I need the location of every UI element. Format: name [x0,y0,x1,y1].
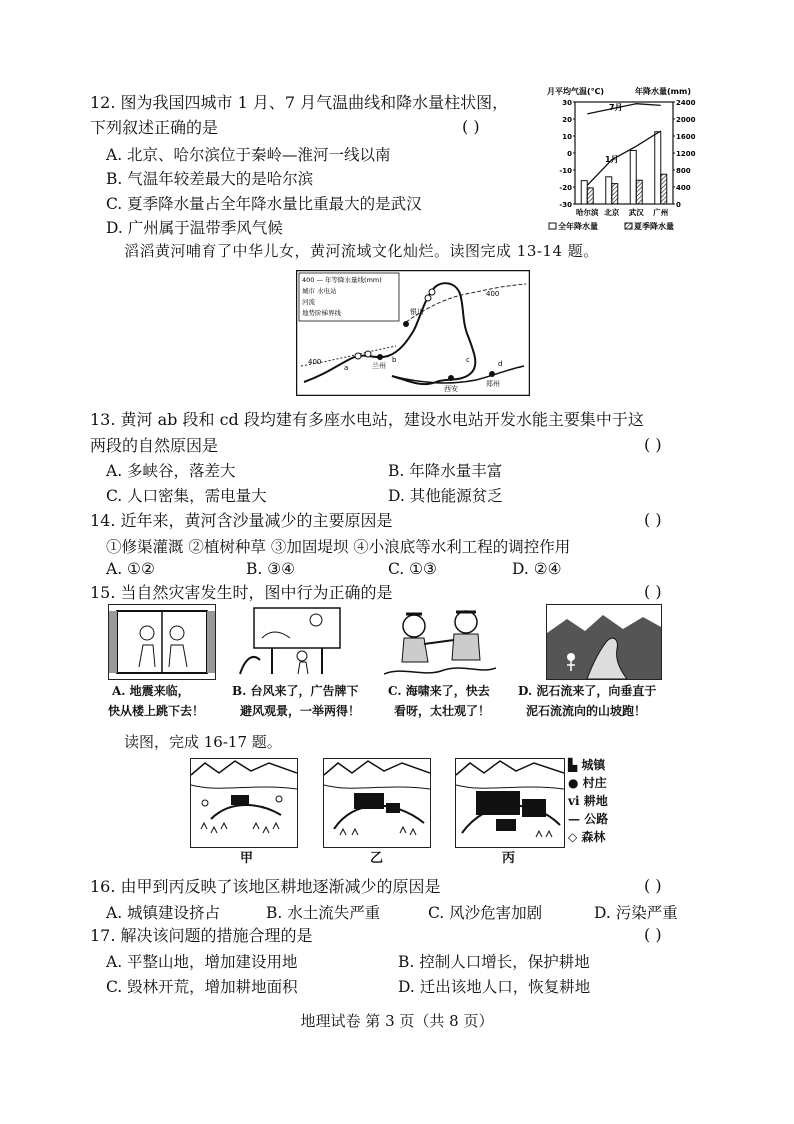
annual-precip-bar [630,150,636,204]
q17-option-d: D. 迁出该地人口，恢复耕地 [398,978,591,996]
label-c: c [466,356,470,364]
summer-precip-bar [587,188,593,204]
q15-caption-c-2: 看呀，太壮观了！ [394,704,491,718]
legend-summer-label: 夏季降水量 [634,222,674,231]
legend-village: ● 村庄 [568,776,607,790]
debris-flow-illustration [547,605,661,679]
chart-right-title: 年降水量(mm) [635,87,691,96]
left-tick-label: -30 [559,201,572,209]
q15-caption-a-2: 快从楼上跳下去！ [108,704,205,718]
q15-caption-b-1: B. 台风来了，广告牌下 [232,684,359,698]
q12-option-b: B. 气温年较差最大的是哈尔滨 [106,170,314,188]
city-marker [489,371,495,377]
panel-bing [455,758,565,848]
city-label: 武汉 [628,208,644,217]
q14-option-c: C. ①③ [388,560,437,578]
land-use-yi-illustration [324,759,430,847]
dam-marker [425,295,431,301]
intro-13-14: 滔滔黄河哺育了中华儿女，黄河流域文化灿烂。读图完成 13-14 题。 [124,242,599,260]
q12-answer-paren[interactable]: ( ) [462,117,480,136]
legend-forest-label: 森林 [581,830,606,844]
city-label: 哈尔滨 [576,208,599,217]
q15-caption-d-2: 泥石流流向的山坡跑！ [526,704,647,718]
left-tick-label: 0 [567,150,572,158]
map-legend-1: 400 — 年等降水量线(mm) [302,276,382,284]
right-tick-label: 0 [676,201,681,209]
q17-option-a: A. 平整山地，增加建设用地 [106,953,298,971]
yellow-river-map [296,270,530,396]
q13-option-c: C. 人口密集，需电量大 [106,487,267,505]
legend-town: ▙ 城镇 [568,758,606,772]
label-xian: 西安 [444,385,458,393]
left-tick-label: -10 [559,167,572,175]
left-tick-label: 10 [562,133,572,141]
q14-option-b: B. ③④ [246,560,296,578]
jul-line-label: 7月 [609,103,623,112]
label-yinchuan: 银川 [410,308,424,316]
annual-precip-bar [581,181,587,204]
q15-picture-c [384,604,496,678]
map-legend-4: 地势阶梯界线 [302,309,341,317]
legend-annual-swatch [549,223,556,229]
q17-option-b: B. 控制人口增长，保护耕地 [398,953,590,971]
panel-jia [190,758,298,848]
q13-option-d: D. 其他能源贫乏 [388,487,503,505]
city-label: 广州 [653,208,669,217]
right-tick-label: 1200 [676,150,696,158]
earthquake-window-illustration [109,605,215,679]
q15-stem: 15. 当自然灾害发生时，图中行为正确的是 [90,583,393,602]
panel-label-bing: 丙 [502,851,516,866]
q15-caption-a-1: A. 地震来临， [112,684,190,698]
q13-stem-line1: 13. 黄河 ab 段和 cd 段均建有多座水电站，建设水电站开发水能主要集中于这 [90,410,644,429]
label-isohyet-a: 400 [486,290,500,298]
panel-label-jia: 甲 [240,851,254,866]
q16-option-c: C. 风沙危害加剧 [428,904,543,922]
dam-marker [429,289,435,295]
land-use-bing-illustration [456,759,564,847]
label-zhengzhou: 郑州 [486,380,500,388]
legend-forest: ◇ 森林 [568,830,606,844]
left-tick-label: 20 [562,116,572,124]
map-legend-3: 河流 [302,298,315,306]
summer-precip-bar [636,180,642,204]
legend-road: — 公路 [568,812,609,826]
q14-items: ①修渠灌溉 ②植树种草 ③加固堤坝 ④小浪底等水利工程的调控作用 [106,538,571,556]
q14-option-a: A. ①② [106,560,155,578]
q13-answer-paren[interactable]: ( ) [644,435,662,454]
q17-answer-paren[interactable]: ( ) [644,925,662,944]
map-legend-2: 城市 水电站 [302,287,337,295]
jan-temp-line [587,131,661,185]
city-marker [377,354,383,360]
right-tick-label: 400 [676,184,691,192]
q17-stem: 17. 解决该问题的措施合理的是 [90,926,313,945]
panel-yi [323,758,431,848]
legend-annual-label: 全年降水量 [558,222,598,231]
q12-stem-line2: 下列叙述正确的是 [90,118,219,137]
page-footer: 地理试卷 第 3 页（共 8 页） [300,1012,494,1030]
right-tick-label: 800 [676,167,691,175]
legend-town-label: 城镇 [581,758,606,772]
legend-village-label: 村庄 [582,776,607,790]
intro-16-17: 读图，完成 16-17 题。 [124,733,282,751]
q16-stem: 16. 由甲到丙反映了该地区耕地逐渐减少的原因是 [90,877,441,896]
q16-option-d: D. 污染严重 [594,904,678,922]
dam-marker [355,353,361,359]
q12-option-c: C. 夏季降水量占全年降水量比重最大的是武汉 [106,195,422,213]
legend-farmland: ⅵ 耕地 [568,794,608,808]
q16-answer-paren[interactable]: ( ) [644,876,662,895]
city-label: 北京 [604,208,620,217]
q13-stem-line2: 两段的自然原因是 [90,436,219,455]
q14-stem: 14. 近年来，黄河含沙量减少的主要原因是 [90,511,393,530]
land-use-jia-illustration [191,759,297,847]
label-a: a [344,364,349,372]
jan-line-label: 1月 [605,155,619,164]
q15-caption-c-1: C. 海啸来了，快去 [388,684,490,698]
panel-label-yi: 乙 [370,851,384,866]
q14-option-d: D. ②④ [512,560,562,578]
label-d: d [498,360,503,368]
left-tick-label: -20 [559,184,572,192]
q15-caption-b-2: 避风观景，一举两得！ [240,704,361,718]
q13-option-b: B. 年降水量丰富 [388,462,503,480]
summer-precip-bar [612,184,618,204]
q15-answer-paren[interactable]: ( ) [644,582,662,601]
city-marker [403,321,409,327]
q13-option-a: A. 多峡谷，落差大 [106,462,236,480]
legend-road-label: 公路 [584,812,609,826]
summer-precip-bar [661,174,667,204]
typhoon-billboard-illustration [236,604,348,678]
q12-option-a: A. 北京、哈尔滨位于秦岭—淮河一线以南 [106,146,391,164]
annual-precip-bar [606,177,612,204]
q15-picture-b [236,604,348,678]
chart-left-title: 月平均气温(℃) [547,87,604,96]
label-isohyet-b: 400 [308,358,322,366]
right-tick-label: 1600 [676,133,696,141]
climate-chart [545,84,705,234]
q15-picture-d [546,604,662,680]
label-b: b [392,356,397,364]
q14-answer-paren[interactable]: ( ) [644,510,662,529]
q16-option-a: A. 城镇建设挤占 [106,904,221,922]
q15-picture-a [108,604,216,680]
dam-marker [365,351,371,357]
legend-farmland-label: 耕地 [583,794,608,808]
jul-temp-line [587,104,661,114]
tsunami-people-illustration [384,604,496,678]
q12-stem-line1: 12. 图为我国四城市 1 月、7 月气温曲线和降水量柱状图， [90,93,509,112]
right-tick-label: 2400 [676,99,696,107]
q17-option-c: C. 毁林开荒，增加耕地面积 [106,978,298,996]
left-tick-label: 30 [562,99,572,107]
q15-caption-d-1: D. 泥石流来了，向垂直于 [518,684,657,698]
legend-summer-swatch [625,223,632,229]
q12-option-d: D. 广州属于温带季风气候 [106,219,283,237]
right-tick-label: 2000 [676,116,696,124]
city-marker [448,375,454,381]
annual-precip-bar [655,132,661,204]
q16-option-b: B. 水土流失严重 [266,904,381,922]
label-lanzhou: 兰州 [372,362,386,370]
